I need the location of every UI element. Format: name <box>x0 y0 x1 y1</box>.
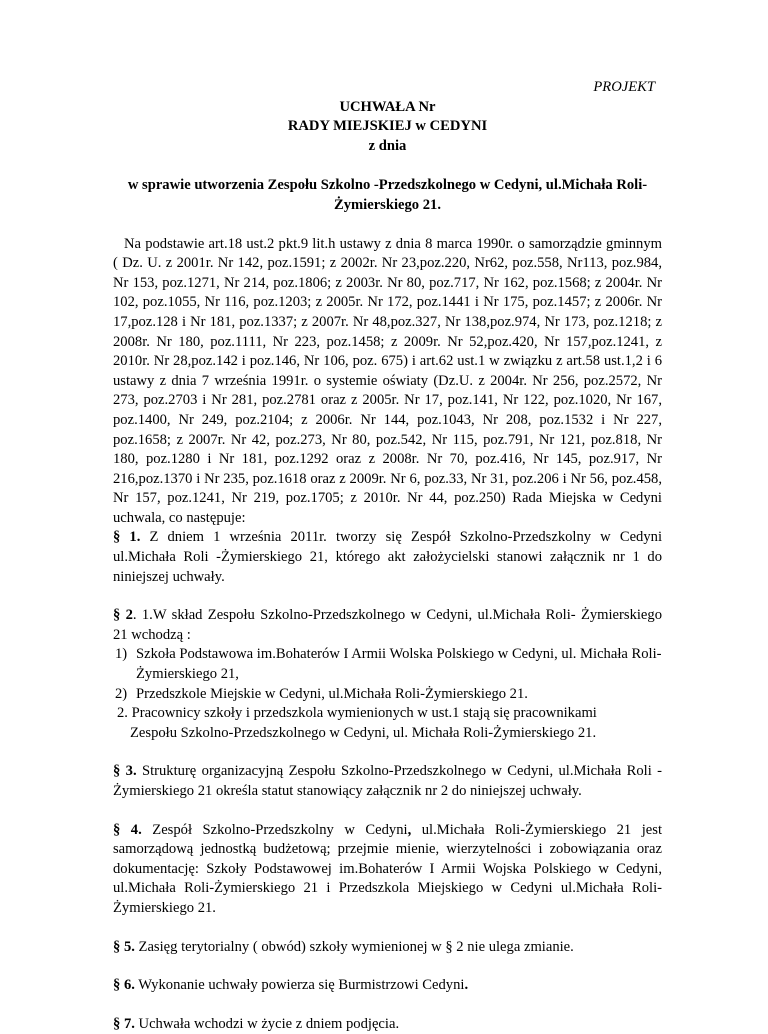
section-4-comma: , <box>407 821 412 838</box>
document-page <box>113 78 662 1034</box>
projekt-label: PROJEKT <box>593 79 655 95</box>
section-2-intro <box>113 606 662 645</box>
section-1 <box>113 528 662 587</box>
section-6-mark: § 6. <box>113 977 135 994</box>
section-7-text: Uchwała wchodzi w życie z dniem podjęcia. <box>134 1015 400 1032</box>
section-3-text: Strukturę organizacyjną Zespołu Szkolno-Przedszkolnego w Cedyni, ul.Michała Roli - Żymierskiego 21 określa statut stanowiący załącznik nr 2 do niniejszej uchwały. <box>113 763 663 799</box>
section-6 <box>113 976 662 996</box>
section-4-mark: § 4. <box>113 821 142 838</box>
legal-basis-paragraph: Na podstawie art.18 ust.2 pkt.9 lit.h ustawy z dnia 8 marca 1990r. o samorządzie gminnym ( Dz. U. z 2001r. Nr 142, poz.1591; z 2002r. Nr 23,poz.220, Nr62, poz.558, Nr113, poz.984, Nr 153, poz.1271, Nr 214, poz.1806; z 2003r. Nr 80, poz.717, Nr 162, poz.1568; z 2004r. Nr 102, poz.1055, Nr 116, poz.1203; z 2005r. Nr 172, poz.1441 i Nr 175, poz.1457; z 2006r. Nr 17,poz.128 i Nr 181, poz.1337; z 2007r. Nr 48,poz.327, Nr 138,poz.974, Nr 173, poz.1218; z 2008r. Nr 180, poz.1111, Nr 223, poz.1458; z 2009r. Nr 52,poz.420, Nr 157,poz.1241, z 2010r. Nr 28,poz.142 i poz.146, Nr 106, poz. 675) i art.62 ust.1 w związku z art.58 ust.1,2 i 6 ustawy z dnia 7 września 1991r. o systemie oświaty (Dz.U. z 2004r. Nr 256, poz.2572, Nr 273, poz.2703 i Nr 281, poz.2781 oraz z 2005r. Nr 17, poz.141, Nr 122, poz.1020, Nr 167, poz.1400, Nr 249, poz.2104; z 2006r. Nr 144, poz.1043, Nr 208, poz.1532 i Nr 227, poz.1658; z 2007r. Nr 42, poz.273, Nr 80, poz.542, Nr 115, poz.791, Nr 121, poz.818, Nr 180, poz.1280 i Nr 181, poz.1292 oraz z 2008r. Nr 70, poz.416, Nr 145, poz.917, Nr 216,poz.1370 i Nr 235, poz.1618 oraz z 2009r. Nr 6, poz.33, Nr 31, poz.206 i Nr 56, poz.458, Nr 157, poz.1241, Nr 219, poz.1705; z 2010r. Nr 44, poz.250) Rada Miejska w Cedyni uchwala, co następuje: <box>113 235 662 526</box>
section-3 <box>113 762 662 801</box>
list-item <box>113 685 662 705</box>
list-item <box>113 645 662 684</box>
list-item-text: Szkoła Podstawowa im.Bohaterów I Armii Wolska Polskiego w Cedyni, ul. Michała Roli-Żymierskiego 21, <box>136 646 662 683</box>
section-5-text: Zasięg terytorialny ( obwód) szkoły wymienionej w § 2 nie ulega zmianie. <box>134 938 574 955</box>
section-4-text-a: Zespół Szkolno-Przedszkolny w Cedyni <box>141 821 408 838</box>
section-2-point-2-cont: Zespołu Szkolno-Przedszkolnego w Cedyni, ul. Michała Roli-Żymierskiego 21. <box>130 724 597 741</box>
section-2-point-2: 2. Pracownicy szkoły i przedszkola wymienionych w ust.1 stają się pracownikami <box>117 705 597 722</box>
section-1-mark: § 1. <box>113 529 141 546</box>
resolution-subject: w sprawie utworzenia Zespołu Szkolno -Przedszkolnego w Cedyni, ul.Michała Roli-Żymierskiego 21. <box>127 177 648 213</box>
list-item-number: 2) <box>115 685 128 702</box>
title-line-3: z dnia <box>368 137 407 154</box>
section-1-text: Z dniem 1 września 2011r. tworzy się Zespół Szkolno-Przedszkolny w Cedyni ul.Michała Roli -Żymierskiego 21, którego akt założycielski stanowi załącznik nr 1 do niniejszej uchwały. <box>113 529 662 585</box>
section-3-mark: § 3. <box>113 763 137 780</box>
list-item-number: 1) <box>115 646 128 663</box>
section-4 <box>113 821 662 919</box>
section-4-text-b: ul.Michała Roli-Żymierskiego 21 jest samorządową jednostką budżetową; przejmie mienie, wierzytelności i zobowiązania oraz dokumentację: Szkoły Podstawowej im.Bohaterów I Armii Wojska Polskiego w Cedyni, ul.Michała Roli-Żymierskiego 21 i Przedszkola Miejskiego w Cedyni ul.Michała Roli-Żymierskiego 21. <box>113 821 663 916</box>
section-2 <box>113 606 662 743</box>
title-line-2: RADY MIEJSKIEJ w CEDYNI <box>287 118 488 135</box>
section-7-mark: § 7. <box>113 1015 135 1032</box>
section-5 <box>113 938 662 958</box>
section-5-mark: § 5. <box>113 938 135 955</box>
section-7 <box>113 1015 662 1034</box>
title-line-1: UCHWAŁA Nr <box>339 98 436 115</box>
section-2-mark: § 2 <box>113 607 133 624</box>
section-6-text: Wykonanie uchwały powierza się Burmistrzowi Cedyni <box>134 977 465 994</box>
resolution-title <box>113 98 662 157</box>
section-2-text: . 1.W skład Zespołu Szkolno-Przedszkolnego w Cedyni, ul.Michała Roli- Żymierskiego 21 wchodzą : <box>113 607 662 643</box>
list-item-text: Przedszkole Miejskie w Cedyni, ul.Michała Roli-Żymierskiego 21. <box>136 685 528 702</box>
section-6-dot: . <box>464 977 469 994</box>
section-2-list <box>113 645 662 704</box>
